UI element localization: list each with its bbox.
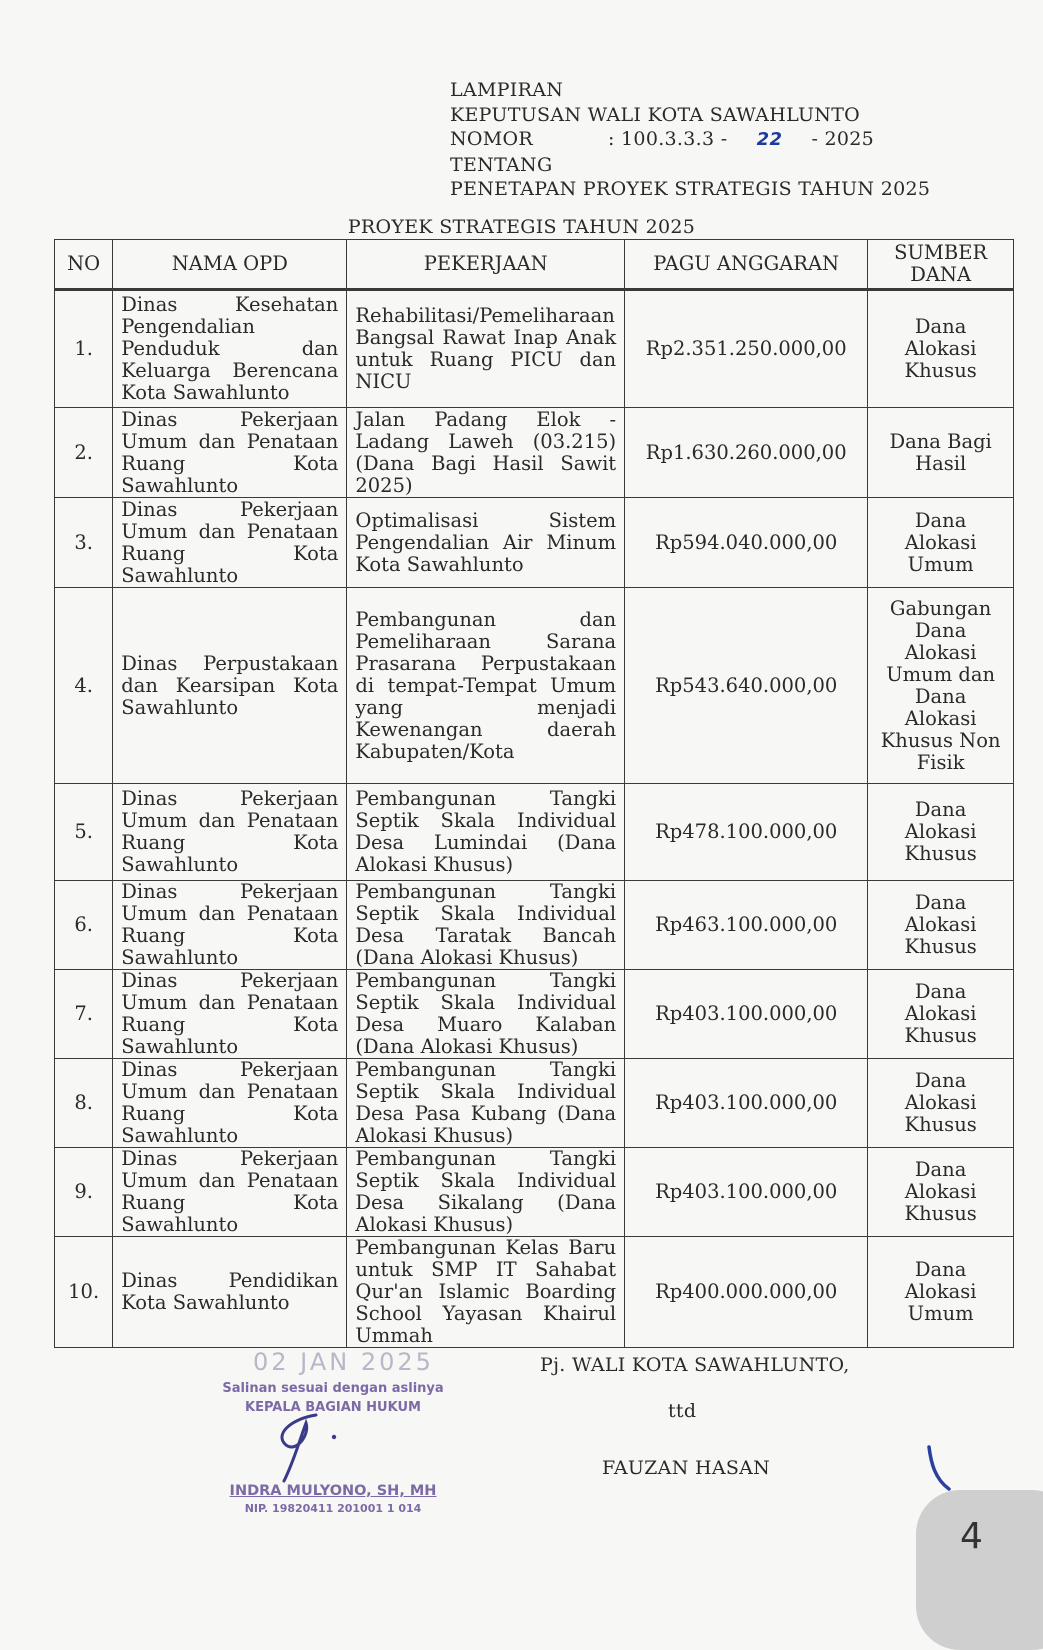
table-row — [55, 784, 1014, 881]
cell-opd: Dinas Pekerjaan Umum dan Penataan Ruang Kota Sawahlunto — [113, 970, 347, 1059]
ttd-label: ttd — [668, 1400, 697, 1422]
cell-pekerjaan: Pembangunan Tangki Septik Skala Individual Desa Taratak Bancah (Dana Alokasi Khusus) — [347, 881, 625, 970]
table-row — [55, 498, 1014, 588]
signatory-name: FAUZAN HASAN — [602, 1457, 771, 1479]
cell-opd: Dinas Kesehatan Pengendalian Penduduk dan Keluarga Berencana Kota Sawahlunto — [113, 290, 347, 408]
table-row — [55, 1059, 1014, 1148]
cell-opd: Dinas Pekerjaan Umum dan Penataan Ruang Kota Sawahlunto — [113, 881, 347, 970]
pen-mark — [925, 1445, 955, 1495]
cell-no: 8. — [55, 1059, 113, 1148]
table-row — [55, 290, 1014, 408]
cell-pagu: Rp403.100.000,00 — [625, 1059, 868, 1148]
cell-pagu: Rp403.100.000,00 — [625, 1148, 868, 1237]
signatory-title: Pj. WALI KOTA SAWAHLUNTO, — [540, 1354, 850, 1376]
official-name: INDRA MULYONO, SH, MH — [229, 1483, 437, 1499]
certifying-official — [213, 1483, 453, 1515]
signature-block — [540, 1354, 850, 1479]
nomor-prefix: : 100.3.3.3 - — [608, 128, 728, 150]
cell-no: 1. — [55, 290, 113, 408]
cell-opd: Dinas Pekerjaan Umum dan Penataan Ruang Kota Sawahlunto — [113, 1059, 347, 1148]
cell-no: 9. — [55, 1148, 113, 1237]
cell-pagu: Rp2.351.250.000,00 — [625, 290, 868, 408]
document-header — [450, 78, 930, 202]
cell-sumber: Dana Alokasi Khusus — [868, 1059, 1014, 1148]
column-header-sumber: SUMBER DANA — [868, 240, 1014, 290]
nomor-suffix: - 2025 — [811, 128, 875, 150]
cell-opd: Dinas Pekerjaan Umum dan Penataan Ruang Kota Sawahlunto — [113, 784, 347, 881]
copy-certifier-title: KEPALA BAGIAN HUKUM — [245, 1400, 421, 1415]
table-row — [55, 588, 1014, 784]
official-nip: NIP. 19820411 201001 1 014 — [244, 1502, 422, 1515]
cell-pagu: Rp478.100.000,00 — [625, 784, 868, 881]
cell-pekerjaan: Jalan Padang Elok - Ladang Laweh (03.215) (Dana Bagi Hasil Sawit 2025) — [347, 408, 625, 498]
cell-sumber: Dana Alokasi Khusus — [868, 970, 1014, 1059]
nomor-label: NOMOR — [450, 128, 534, 150]
copy-certification-text: Salinan sesuai dengan aslinya — [222, 1381, 444, 1396]
cell-pagu: Rp463.100.000,00 — [625, 881, 868, 970]
table-row — [55, 1237, 1014, 1348]
cell-sumber: Dana Alokasi Khusus — [868, 881, 1014, 970]
page-number-badge — [916, 1490, 1043, 1650]
cell-no: 4. — [55, 588, 113, 784]
cell-sumber: Dana Alokasi Umum — [868, 1237, 1014, 1348]
cell-sumber: Gabungan Dana Alokasi Umum dan Dana Alokasi Khusus Non Fisik — [868, 588, 1014, 784]
lampiran-label: LAMPIRAN — [450, 79, 564, 101]
column-header-no: NO — [55, 240, 113, 290]
cell-pekerjaan: Optimalisasi Sistem Pengendalian Air Minum Kota Sawahlunto — [347, 498, 625, 588]
cell-sumber: Dana Alokasi Umum — [868, 498, 1014, 588]
tentang-label: TENTANG — [450, 153, 553, 176]
project-table — [54, 239, 1014, 1348]
page-number: 4 — [960, 1516, 983, 1557]
table-title: PROYEK STRATEGIS TAHUN 2025 — [347, 216, 696, 238]
keputusan-title: KEPUTUSAN WALI KOTA SAWAHLUNTO — [450, 103, 861, 126]
cell-no: 7. — [55, 970, 113, 1059]
cell-pekerjaan: Pembangunan dan Pemeliharaan Sarana Prasarana Perpustakaan di tempat-Tempat Umum yang menjadi Kewenangan daerah Kabupaten/Kota — [347, 588, 625, 784]
cell-pekerjaan: Pembangunan Kelas Baru untuk SMP IT Sahabat Qur'an Islamic Boarding School Yayasan Khairul Ummah — [347, 1237, 625, 1348]
cell-pagu: Rp594.040.000,00 — [625, 498, 868, 588]
cell-opd: Dinas Pekerjaan Umum dan Penataan Ruang Kota Sawahlunto — [113, 1148, 347, 1237]
nomor-line — [450, 127, 930, 153]
cell-pagu: Rp1.630.260.000,00 — [625, 408, 868, 498]
cell-no: 3. — [55, 498, 113, 588]
cell-no: 10. — [55, 1237, 113, 1348]
table-row — [55, 1148, 1014, 1237]
date-stamp: 02 JAN 2025 — [253, 1348, 434, 1376]
cell-sumber: Dana Alokasi Khusus — [868, 1148, 1014, 1237]
cell-pekerjaan: Pembangunan Tangki Septik Skala Individual Desa Muaro Kalaban (Dana Alokasi Khusus) — [347, 970, 625, 1059]
cell-pekerjaan: Pembangunan Tangki Septik Skala Individual Desa Lumindai (Dana Alokasi Khusus) — [347, 784, 625, 881]
cell-pagu: Rp543.640.000,00 — [625, 588, 868, 784]
cell-pekerjaan: Pembangunan Tangki Septik Skala Individual Desa Sikalang (Dana Alokasi Khusus) — [347, 1148, 625, 1237]
cell-sumber: Dana Alokasi Khusus — [868, 784, 1014, 881]
nomor-handwritten: 22 — [756, 129, 783, 150]
cell-pagu: Rp400.000.000,00 — [625, 1237, 868, 1348]
cell-pekerjaan: Pembangunan Tangki Septik Skala Individual Desa Pasa Kubang (Dana Alokasi Khusus) — [347, 1059, 625, 1148]
cell-no: 5. — [55, 784, 113, 881]
cell-opd: Dinas Pekerjaan Umum dan Penataan Ruang Kota Sawahlunto — [113, 408, 347, 498]
cell-sumber: Dana Bagi Hasil — [868, 408, 1014, 498]
cell-opd: Dinas Pekerjaan Umum dan Penataan Ruang Kota Sawahlunto — [113, 498, 347, 588]
handwritten-signature — [270, 1405, 350, 1485]
table-header-row — [55, 240, 1014, 290]
table-row — [55, 881, 1014, 970]
cell-pekerjaan: Rehabilitasi/Pemeliharaan Bangsal Rawat Inap Anak untuk Ruang PICU dan NICU — [347, 290, 625, 408]
cell-sumber: Dana Alokasi Khusus — [868, 290, 1014, 408]
cell-pagu: Rp403.100.000,00 — [625, 970, 868, 1059]
cell-opd: Dinas Perpustakaan dan Kearsipan Kota Sawahlunto — [113, 588, 347, 784]
column-header-pekerjaan: PEKERJAAN — [347, 240, 625, 290]
table-row — [55, 408, 1014, 498]
cell-no: 6. — [55, 881, 113, 970]
cell-opd: Dinas Pendidikan Kota Sawahlunto — [113, 1237, 347, 1348]
table-row — [55, 970, 1014, 1059]
column-header-opd: NAMA OPD — [113, 240, 347, 290]
column-header-pagu: PAGU ANGGARAN — [625, 240, 868, 290]
cell-no: 2. — [55, 408, 113, 498]
penetapan-title: PENETAPAN PROYEK STRATEGIS TAHUN 2025 — [450, 178, 931, 200]
